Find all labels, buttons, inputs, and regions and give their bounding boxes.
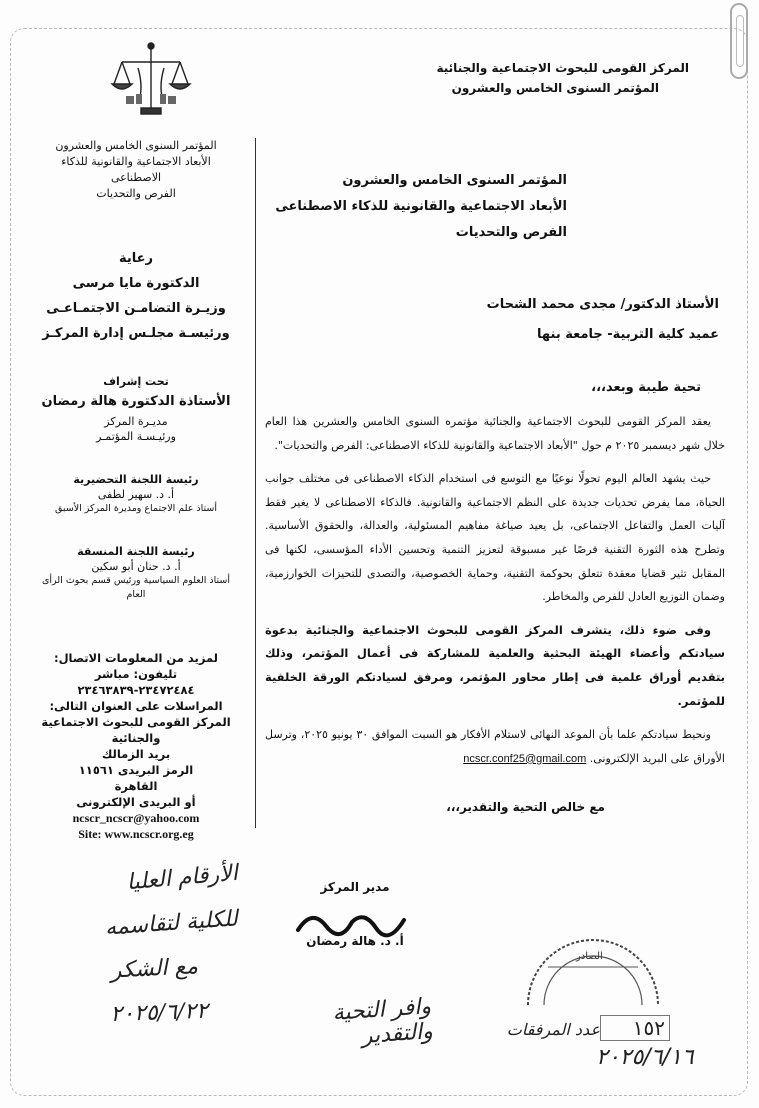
title-block (265, 168, 725, 246)
patron-role: ورئيسـة مجلـس إدارة المركـز (42, 326, 230, 341)
handwritten-line: الأرقام العليا (125, 860, 239, 896)
supervisor-name: الأستاذة الدكتورة هالة رمضان (41, 394, 231, 409)
contact-section (36, 650, 236, 842)
addressee (265, 290, 725, 350)
addressee-title: عميد كلية التربية- جامعة بنها (537, 327, 719, 342)
sidebar-conference-line: المؤتمر السنوى الخامس والعشرون (55, 139, 217, 152)
mail-zip: الرمز البريدى ١١٥٦١ (78, 763, 194, 777)
prep-committee-section (36, 472, 236, 516)
handwritten-left-note (48, 860, 238, 1036)
coord-committee-section (36, 544, 236, 602)
patron-name: الدكتورة مايا مرسى (72, 276, 200, 291)
supervisor-role: مديـرة المركز (104, 415, 168, 428)
paragraph-text: ونحيط سيادتكم علما بأن الموعد النهائى لاستلام الأفكار هو السبت الموافق ٣٠ يونيو ٢٠٢٥، وترسل الأوراق على البريد الإلكترونى. (265, 728, 725, 765)
sidebar-conference-line: الأبعاد الاجتماعية والقانونية للذكاء الاصطناعى (61, 155, 211, 184)
conference-line: المؤتمر السنوى الخامس والعشرون (451, 81, 659, 95)
supervision-section (36, 374, 236, 444)
coord-committee-name: أ. د. حنان أبو سكين (91, 560, 181, 573)
addressee-name: الأستاذ الدكتور/ مجدى محمد الشحات (486, 297, 719, 312)
sidebar (36, 138, 236, 842)
column-divider (255, 138, 256, 828)
patronage-title: رعاية (118, 251, 153, 266)
coord-committee-title: رئيسة اللجنة المنسقة (77, 545, 195, 558)
supervision-title: تحت إشراف (103, 375, 169, 388)
handwritten-line: مع الشكر (110, 954, 199, 984)
letterhead (389, 58, 689, 98)
mail-post: بريد الزمالك (101, 747, 171, 761)
stamp-label: الصادر (576, 951, 603, 962)
prep-committee-name: أ. د. سهير لطفى (97, 488, 175, 501)
prep-committee-role: أستاذ علم الاجتماع ومديرة المركز الأسبق (54, 503, 218, 514)
paragraph: حيث يشهد العالم اليوم تحولًا نوعيًا مع التوسع فى استخدام الذكاء الاصطناعى فى مختلف جوانب الحياة، مما يفرض تحديات جديدة على النظم الاجتماعية والقانونية. فالذكاء الاصطناعى لا يغير فقط آليات العمل والتفاعل الاجتماعى، بل يعيد صياغة مفاهيم المسئولية، والعدالة، والحقوق الأساسية. وتطرح هذه الثورة التقنية فرصًا غير مسبوقة لتعزيز التنمية وتحسين الأداء المؤسسى، لكنها فى المقابل تثير قضايا معقدة تتعلق بحوكمة التقنية، وحماية الخصوصية، والتصدى للتحيزات الخوارزمية، وضمان التوزيع العادل للفرص والمخاطر. (265, 472, 725, 604)
patronage-section (36, 246, 236, 346)
closing: مع خالص التحية والتقدير،،، (446, 800, 605, 814)
stamp-attachments: عدد المرفقات (506, 1020, 600, 1039)
paper-clip (730, 3, 748, 79)
prep-committee-title: رئيسة اللجنة التحضيرية (73, 473, 199, 486)
paragraph (265, 723, 725, 771)
paragraph: يعقد المركز القومى للبحوث الاجتماعية والجنائية مؤتمره السنوى الخامس والعشرين هذا العام خلال شهر ديسمبر ٢٠٢٥ م حول "الأبعاد الاجتماعية والقانونية للذكاء الاصطناعى: الفرص والتحديات". (265, 415, 725, 452)
sidebar-conference (36, 138, 236, 202)
signatory-name: أ. د. هالة رمضان (306, 934, 404, 948)
greeting: تحية طيبة وبعد،،، (591, 380, 701, 395)
contact-title: لمزيد من المعلومات الاتصال: (53, 651, 219, 665)
title-line: المؤتمر السنوى الخامس والعشرون (342, 173, 567, 188)
mail-city: القاهرة (114, 779, 158, 793)
title-line: الأبعاد الاجتماعية والقانونية للذكاء الاصطناعى (275, 199, 567, 214)
mail-center: المركز القومى للبحوث الاجتماعية والجنائية (41, 715, 231, 745)
sidebar-conference-line: الفرص والتحديات (96, 187, 176, 200)
mail-title: المراسلات على العنوان التالى: (49, 699, 223, 713)
stamp-number: ١٥٢ (600, 1015, 670, 1041)
conference-email-link[interactable]: ncscr.conf25@gmail.com (463, 752, 587, 765)
letter-body (265, 410, 725, 771)
signature-block (300, 880, 410, 948)
sidebar-email: ncscr_ncscr@yahoo.com (72, 811, 200, 825)
scales-logo-icon (108, 38, 194, 124)
stamp-date: ٢٠٢٥/٦/١٦ (596, 1045, 694, 1070)
phone-number: تليفون: مباشر ٢٣٤٧٢٤٨٤-٢٣٤٦٣٨٣٩ (77, 667, 195, 697)
coord-committee-role: أستاذ العلوم السياسية ورئيس قسم بحوث الرأى العام (41, 575, 231, 600)
signature-scribble (292, 902, 412, 942)
sidebar-site: Site: www.ncscr.org.eg (78, 827, 194, 841)
handwritten-note: وافر التحية والتقدير (331, 994, 434, 1049)
signature-title: مدير المركز (320, 880, 390, 894)
title-line: الفرص والتحديات (455, 225, 567, 240)
center-name: المركز القومى للبحوث الاجتماعية والجنائية (436, 61, 689, 75)
patron-role: وزيـرة التضامـن الاجتمـاعـى (46, 301, 226, 316)
paragraph: وفى ضوء ذلك، يتشرف المركز القومى للبحوث الاجتماعية والجنائية بدعوة سيادتكم وأعضاء الهيئة البحثية والعلمية للمشاركة فى أعمال المؤتمر، وذلك بتقديم أوراق علمية فى إطار محاور المؤتمر، ومرفق لسيادتكم الورقة الخلفية للمؤتمر. (265, 622, 725, 708)
email-title: أو البريدى الإلكترونى (76, 795, 196, 809)
incoming-stamp (518, 905, 668, 1015)
handwritten-line: للكلية لتقاسمه (104, 906, 239, 941)
handwritten-date: ٢٠٢٥/٦/٢٢ (110, 998, 209, 1028)
supervisor-role: ورئيـسـة المؤتمـر (96, 430, 176, 443)
